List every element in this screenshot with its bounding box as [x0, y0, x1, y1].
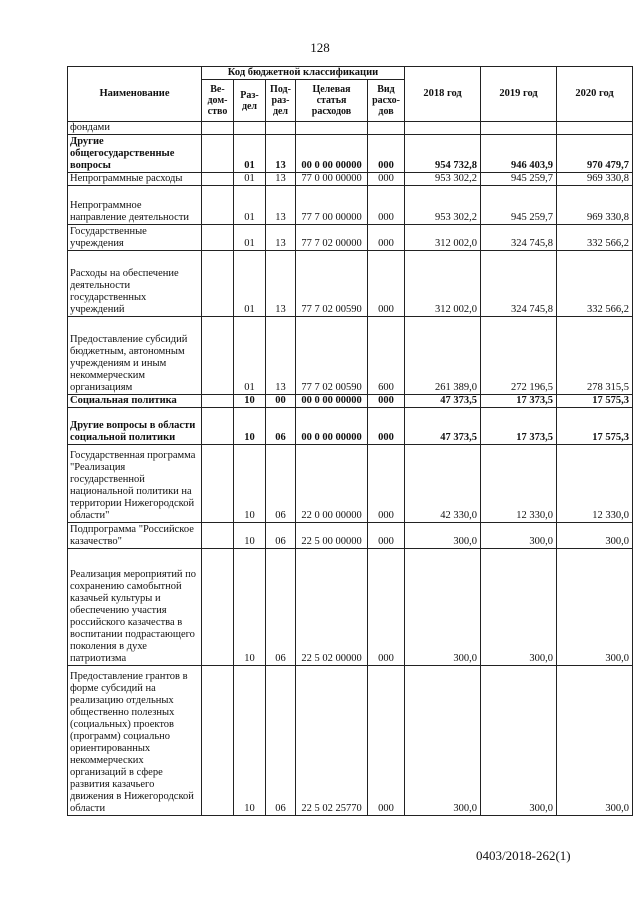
row-name: фондами [68, 122, 202, 135]
row-vedomstvo [202, 251, 234, 317]
row-value-2018: 953 302,2 [405, 173, 481, 186]
row-value-2018: 300,0 [405, 666, 481, 816]
row-value-2018: 953 302,2 [405, 186, 481, 225]
row-value-2020: 278 315,5 [557, 317, 633, 395]
row-name: Государственные учреждения [68, 225, 202, 251]
row-target: 77 0 00 00000 [296, 173, 368, 186]
row-podrazdel: 06 [266, 523, 296, 549]
row-value-2018: 47 373,5 [405, 395, 481, 408]
row-value-2019: 12 330,0 [481, 445, 557, 523]
row-vid: 000 [368, 395, 405, 408]
table-row [68, 408, 633, 445]
row-vedomstvo [202, 173, 234, 186]
row-value-2020: 300,0 [557, 549, 633, 666]
row-vedomstvo [202, 225, 234, 251]
header-code-group: Код бюджетной классификации [202, 67, 405, 80]
row-razdel: 10 [234, 395, 266, 408]
table-row [68, 317, 633, 395]
table-row [68, 122, 633, 135]
row-razdel: 10 [234, 666, 266, 816]
row-target: 00 0 00 00000 [296, 408, 368, 445]
row-podrazdel: 00 [266, 395, 296, 408]
row-vid: 000 [368, 666, 405, 816]
row-value-2019: 324 745,8 [481, 225, 557, 251]
header-razdel: Раз- дел [234, 80, 266, 122]
row-name: Предоставление субсидий бюджетным, автономным учреждениям и иным некоммерческим организациям [68, 317, 202, 395]
row-value-2019: 946 403,9 [481, 135, 557, 173]
row-value-2020: 17 575,3 [557, 395, 633, 408]
row-target: 77 7 02 00000 [296, 225, 368, 251]
row-target: 77 7 02 00590 [296, 317, 368, 395]
row-name: Социальная политика [68, 395, 202, 408]
row-value-2019: 324 745,8 [481, 251, 557, 317]
row-target: 22 5 02 25770 [296, 666, 368, 816]
header-vid: Вид расхо- дов [368, 80, 405, 122]
row-razdel: 10 [234, 408, 266, 445]
row-podrazdel: 06 [266, 408, 296, 445]
row-value-2020: 17 575,3 [557, 408, 633, 445]
row-target: 77 7 02 00590 [296, 251, 368, 317]
row-value-2020: 300,0 [557, 666, 633, 816]
row-vid: 000 [368, 408, 405, 445]
row-target: 00 0 00 00000 [296, 395, 368, 408]
row-razdel: 01 [234, 186, 266, 225]
row-podrazdel: 13 [266, 251, 296, 317]
row-value-2019 [481, 122, 557, 135]
row-value-2018: 261 389,0 [405, 317, 481, 395]
row-vid: 000 [368, 251, 405, 317]
row-name: Непрограммное направление деятельности [68, 186, 202, 225]
row-value-2020: 969 330,8 [557, 173, 633, 186]
header-target: Целевая статья расходов [296, 80, 368, 122]
row-value-2020: 970 479,7 [557, 135, 633, 173]
row-target: 22 5 02 00000 [296, 549, 368, 666]
document-code: 0403/2018-262(1) [476, 848, 571, 863]
table-row [68, 395, 633, 408]
row-value-2018: 300,0 [405, 523, 481, 549]
row-value-2019: 945 259,7 [481, 173, 557, 186]
row-value-2019: 17 373,5 [481, 395, 557, 408]
row-razdel: 01 [234, 317, 266, 395]
row-name: Другие вопросы в области социальной политики [68, 408, 202, 445]
row-vid: 600 [368, 317, 405, 395]
header-2018: 2018 год [405, 67, 481, 122]
row-value-2020: 12 330,0 [557, 445, 633, 523]
row-vid: 000 [368, 549, 405, 666]
row-name: Подпрограмма "Российское казачество" [68, 523, 202, 549]
row-vedomstvo [202, 186, 234, 225]
row-vedomstvo [202, 317, 234, 395]
row-vid: 000 [368, 186, 405, 225]
row-razdel: 01 [234, 173, 266, 186]
row-vedomstvo [202, 395, 234, 408]
row-vedomstvo [202, 135, 234, 173]
row-vedomstvo [202, 122, 234, 135]
table-row [68, 523, 633, 549]
row-value-2020: 332 566,2 [557, 225, 633, 251]
table-row [68, 445, 633, 523]
row-value-2018: 312 002,0 [405, 251, 481, 317]
row-value-2019: 300,0 [481, 523, 557, 549]
row-vid [368, 122, 405, 135]
row-value-2018: 42 330,0 [405, 445, 481, 523]
row-name: Предоставление грантов в форме субсидий на реализацию отдельных общественно полезных (социальных) проектов (программ) социально ориентированных некоммерческих организаций в сфере развития казачьего движения в Нижегородской области [68, 666, 202, 816]
row-podrazdel: 13 [266, 173, 296, 186]
row-value-2020: 300,0 [557, 523, 633, 549]
table-row [68, 186, 633, 225]
row-name: Непрограммные расходы [68, 173, 202, 186]
row-vedomstvo [202, 408, 234, 445]
row-vedomstvo [202, 549, 234, 666]
row-vedomstvo [202, 523, 234, 549]
row-podrazdel: 13 [266, 225, 296, 251]
row-value-2019: 272 196,5 [481, 317, 557, 395]
row-podrazdel: 13 [266, 317, 296, 395]
row-razdel: 10 [234, 445, 266, 523]
row-name: Расходы на обеспечение деятельности государственных учреждений [68, 251, 202, 317]
row-target [296, 122, 368, 135]
row-vedomstvo [202, 666, 234, 816]
row-value-2020: 332 566,2 [557, 251, 633, 317]
row-podrazdel: 13 [266, 186, 296, 225]
row-value-2020: 969 330,8 [557, 186, 633, 225]
row-value-2019: 945 259,7 [481, 186, 557, 225]
row-razdel: 10 [234, 523, 266, 549]
row-vid: 000 [368, 445, 405, 523]
row-value-2020 [557, 122, 633, 135]
row-vedomstvo [202, 445, 234, 523]
row-podrazdel: 06 [266, 445, 296, 523]
table-body [68, 122, 633, 816]
row-value-2018: 300,0 [405, 549, 481, 666]
table-row [68, 549, 633, 666]
row-razdel: 01 [234, 251, 266, 317]
row-value-2019: 300,0 [481, 666, 557, 816]
table-row [68, 225, 633, 251]
table-row [68, 135, 633, 173]
table-row [68, 173, 633, 186]
row-razdel: 10 [234, 549, 266, 666]
header-2019: 2019 год [481, 67, 557, 122]
row-value-2019: 17 373,5 [481, 408, 557, 445]
row-target: 22 5 00 00000 [296, 523, 368, 549]
row-value-2018: 47 373,5 [405, 408, 481, 445]
row-podrazdel: 06 [266, 666, 296, 816]
header-2020: 2020 год [557, 67, 633, 122]
row-podrazdel: 13 [266, 135, 296, 173]
header-podrazdel: Под- раз- дел [266, 80, 296, 122]
row-podrazdel [266, 122, 296, 135]
row-name: Реализация мероприятий по сохранению самобытной казачьей культуры и обеспечению участия российского казачества в воспитании подрастающего поколения в духе патриотизма [68, 549, 202, 666]
header-vedomstvo: Ве- дом- ство [202, 80, 234, 122]
row-value-2018: 312 002,0 [405, 225, 481, 251]
row-target: 22 0 00 00000 [296, 445, 368, 523]
table-row [68, 666, 633, 816]
row-value-2019: 300,0 [481, 549, 557, 666]
row-vid: 000 [368, 173, 405, 186]
table-row [68, 251, 633, 317]
row-razdel: 01 [234, 135, 266, 173]
row-target: 00 0 00 00000 [296, 135, 368, 173]
row-value-2018: 954 732,8 [405, 135, 481, 173]
page-number: 128 [310, 40, 330, 55]
row-vid: 000 [368, 523, 405, 549]
row-razdel [234, 122, 266, 135]
row-name: Государственная программа "Реализация государственной национальной политики на территории Нижегородской области" [68, 445, 202, 523]
row-target: 77 7 00 00000 [296, 186, 368, 225]
row-vid: 000 [368, 225, 405, 251]
budget-table [67, 66, 633, 816]
table-header [68, 67, 633, 122]
row-vid: 000 [368, 135, 405, 173]
row-value-2018 [405, 122, 481, 135]
row-razdel: 01 [234, 225, 266, 251]
header-name: Наименование [68, 67, 202, 122]
row-podrazdel: 06 [266, 549, 296, 666]
row-name: Другие общегосударственные вопросы [68, 135, 202, 173]
